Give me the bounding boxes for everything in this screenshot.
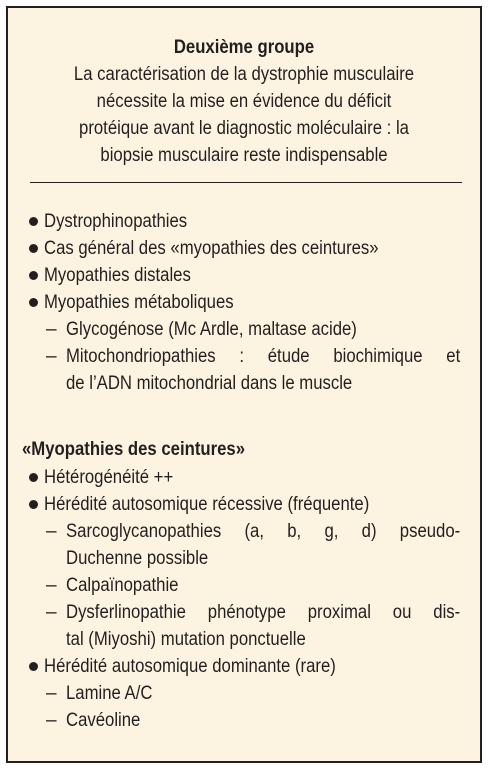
intro-line-4: biopsie musculaire reste indispensable: [100, 145, 388, 166]
list-item-text: Hérédité autosomique récessive (fréquente): [44, 494, 370, 515]
info-box: [6, 6, 482, 763]
sub-list-item-continuation: [8, 626, 480, 653]
bullet-icon: [29, 500, 38, 509]
section-title: «Myopathies des ceintures»: [22, 439, 246, 460]
bullet-icon: [29, 662, 38, 671]
list-item-text: Cas général des «myopathies des ceintures»: [44, 238, 379, 259]
sub-item-text: Lamine A/C: [66, 683, 153, 704]
list-item: [8, 235, 480, 262]
sub-list-item: [8, 316, 480, 343]
dash-marker: –: [46, 346, 57, 367]
sub-item-text: Glycogénose (Mc Ardle, maltase acide): [66, 319, 357, 340]
ceintures-list: [8, 464, 480, 734]
sub-item-text: de l’ADN mitochondrial dans le muscle: [66, 373, 353, 394]
bullet-icon: [29, 217, 38, 226]
dash-marker: –: [46, 683, 57, 704]
sub-item-text: Dysferlinopathie phénotype proximal ou dis-: [66, 602, 461, 623]
list-item-text: Myopathies métaboliques: [44, 292, 234, 313]
list-item-text: Hétérogénéité ++: [44, 467, 174, 488]
dash-marker: –: [46, 521, 57, 542]
list-item-text: Myopathies distales: [44, 265, 191, 286]
list-item: [8, 491, 480, 518]
dash-marker: –: [46, 710, 57, 731]
box-title: Deuxième groupe: [173, 37, 315, 58]
divider-line: [30, 182, 462, 183]
sub-item-text: Calpaïnopathie: [66, 575, 179, 596]
dash-marker: –: [46, 602, 57, 623]
dash-marker: –: [46, 575, 57, 596]
sub-item-text: Mitochondriopathies : étude biochimique et: [66, 346, 461, 367]
sub-list-item: [8, 518, 480, 545]
sub-item-text: tal (Miyoshi) mutation ponctuelle: [66, 629, 306, 650]
list-item: [8, 208, 480, 235]
group-list: [8, 208, 480, 397]
sub-item-text: Cavéoline: [66, 710, 141, 731]
bullet-icon: [29, 298, 38, 307]
sub-item-text: Sarcoglycanopathies (a, b, g, d) pseudo-: [66, 521, 461, 542]
list-item-text: Dystrophinopathies: [44, 211, 188, 232]
sub-list-item-continuation: [8, 370, 480, 397]
box-header: [8, 34, 480, 169]
bullet-icon: [29, 244, 38, 253]
sub-list-item: [8, 707, 480, 734]
bullet-icon: [29, 271, 38, 280]
intro-line-3: protéique avant le diagnostic moléculaire : la: [79, 118, 409, 139]
sub-list-item-continuation: [8, 545, 480, 572]
intro-line-2: nécessite la mise en évidence du déficit: [96, 91, 392, 112]
list-item: [8, 289, 480, 316]
list-item: [8, 653, 480, 680]
sub-list-item: [8, 599, 480, 626]
list-item: [8, 464, 480, 491]
sub-list-item: [8, 572, 480, 599]
sub-list-item: [8, 680, 480, 707]
list-item-text: Hérédité autosomique dominante (rare): [44, 656, 336, 677]
sub-item-text: Duchenne possible: [66, 548, 209, 569]
sub-list-item: [8, 343, 480, 370]
bullet-icon: [29, 473, 38, 482]
dash-marker: –: [46, 319, 57, 340]
intro-line-1: La caractérisation de la dystrophie musculaire: [73, 64, 415, 85]
list-item: [8, 262, 480, 289]
